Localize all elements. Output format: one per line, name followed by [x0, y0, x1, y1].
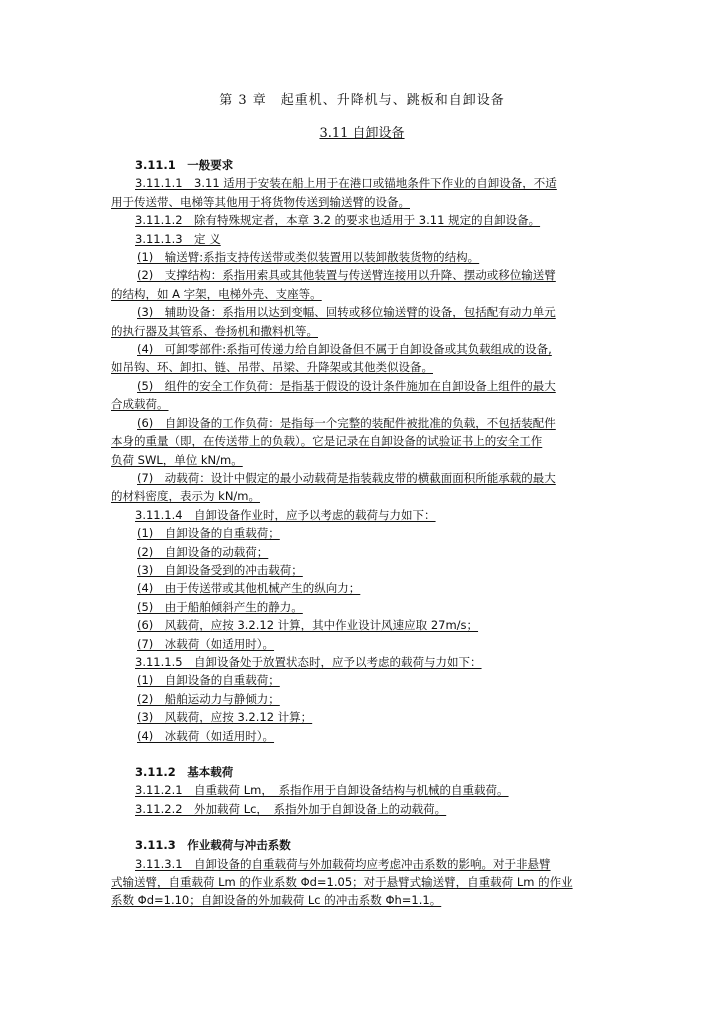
- text-line: [111, 266, 617, 284]
- line-text: (5) 由于船舶倾斜产生的静力。: [137, 599, 303, 614]
- text-line: [111, 395, 617, 413]
- section-title-text: 3.11 自卸设备: [319, 126, 405, 141]
- line-text: (2) 船舶运动力与静倾力；: [137, 691, 280, 706]
- text-line: [111, 230, 617, 248]
- line-text: 3.11.1 一般要求: [135, 158, 234, 172]
- text-line: [111, 579, 617, 597]
- line-text: 3.11.2 基本载荷: [135, 765, 234, 779]
- text-line: [111, 248, 617, 266]
- text-line: [111, 561, 617, 579]
- line-text: 式输送臂，自重载荷 Lm 的作业系数 Φd=1.05；对于悬臂式输送臂，自重载荷 Lm 的作业: [111, 875, 573, 890]
- line-text: 的执行器及其管系、卷扬机和撒料机等。: [111, 323, 318, 338]
- text-line: [111, 543, 617, 561]
- text-line: [111, 487, 617, 505]
- text-line: [111, 506, 617, 524]
- line-text: 3.11.3 作业载荷与冲击系数: [135, 838, 291, 853]
- line-text: (1) 输送臂:系指支持传送带或类似装置用以装卸散装货物的结构。: [137, 250, 480, 265]
- line-text: 如吊钩、环、卸扣、链、吊带、吊梁、升降架或其他类似设备。: [111, 360, 433, 375]
- blank-line: [111, 745, 617, 763]
- line-text: (5) 组件的安全工作负荷：是指基于假设的设计条件施加在自卸设备上组件的最大: [137, 378, 556, 393]
- line-text: 3.11.2.1 自重载荷 Lm， 系指作用于自卸设备结构与机械的自重载荷。: [135, 783, 509, 798]
- text-line: [111, 800, 617, 818]
- line-text: (2) 支撑结构：系指用索具或其他装置与传送臂连接用以升降、摆动或移位输送臂: [137, 268, 556, 283]
- line-text: 负荷 SWL，单位 kN/m。: [111, 452, 243, 467]
- text-line: [111, 690, 617, 708]
- blank-line: [111, 818, 617, 836]
- text-line: [111, 524, 617, 542]
- text-line: [111, 855, 617, 873]
- document-body: [111, 156, 617, 910]
- text-line: [111, 358, 617, 376]
- line-text: (1) 自卸设备的自重载荷；: [137, 526, 280, 541]
- line-text: 系数 Φd=1.10；自卸设备的外加载荷 Lc 的冲击系数 Φh=1.1。: [111, 893, 442, 908]
- text-line: [111, 635, 617, 653]
- line-text: 合成载荷。: [111, 397, 169, 412]
- line-text: 3.11.3.1 自卸设备的自重载荷与外加载荷均应考虑冲击系数的影响。对于非悬臂: [135, 856, 551, 871]
- text-line: [111, 432, 617, 450]
- line-text: 的材料密度，表示为 kN/m。: [111, 489, 260, 504]
- text-line: [111, 303, 617, 321]
- text-line: [111, 322, 617, 340]
- text-line: [111, 193, 617, 211]
- line-text: 3.11.1.2 除有特殊规定者，本章 3.2 的要求也适用于 3.11 规定的自卸设备。: [135, 213, 541, 228]
- line-text: 用于传送带、电梯等其他用于将货物传送到输送臂的设备。: [111, 194, 410, 209]
- line-text: 3.11.2.2 外加载荷 Lc， 系指外加于自卸设备上的动载荷。: [135, 801, 447, 816]
- section-title: [0, 122, 724, 141]
- line-text: 的结构，如 A 字架，电梯外壳、支座等。: [111, 286, 322, 301]
- line-text: 本身的重量（即，在传送带上的负载）。它是记录在自卸设备的试验证书上的安全工作: [111, 434, 543, 449]
- text-line: [111, 836, 617, 854]
- text-line: [111, 377, 617, 395]
- text-line: [111, 414, 617, 432]
- text-line: [111, 156, 617, 174]
- line-text: 3.11.1.3 定 义: [135, 231, 221, 246]
- line-text: (3) 自卸设备受到的冲击载荷；: [137, 562, 303, 577]
- text-line: [111, 727, 617, 745]
- text-line: [111, 653, 617, 671]
- text-line: [111, 451, 617, 469]
- line-text: 3.11.1.1 3.11 适用于安装在船上用于在港口或锚地条件下作业的自卸设备，不适: [135, 176, 557, 191]
- line-text: (6) 自卸设备的工作负荷：是指每一个完整的装配件被批准的负载，不包括装配件: [137, 415, 556, 430]
- line-text: (3) 辅助设备：系指用以达到变幅、回转或移位输送臂的设备，包括配有动力单元: [137, 305, 556, 320]
- line-text: (6) 风载荷，应按 3.2.12 计算，其中作业设计风速应取 27m/s；: [137, 618, 479, 633]
- text-line: [111, 340, 617, 358]
- line-text: (4) 冰载荷（如适用时）。: [137, 728, 275, 743]
- line-text: (4) 由于传送带或其他机械产生的纵向力；: [137, 581, 361, 596]
- text-line: [111, 708, 617, 726]
- line-text: (1) 自卸设备的自重载荷；: [137, 673, 280, 688]
- text-line: [111, 211, 617, 229]
- chapter-title: 第 3 章 起重机、升降机与、跳板和自卸设备: [219, 93, 505, 108]
- text-line: [111, 763, 617, 781]
- line-text: (2) 自卸设备的动载荷；: [137, 544, 269, 559]
- line-text: 3.11.1.4 自卸设备作业时，应予以考虑的载荷与力如下：: [135, 507, 436, 522]
- line-text: (7) 冰载荷（如适用时）。: [137, 636, 275, 651]
- line-text: (3) 风载荷，应按 3.2.12 计算；: [137, 710, 313, 725]
- text-line: [111, 598, 617, 616]
- text-line: [111, 671, 617, 689]
- line-text: (4) 可卸零部件:系指可传递力给自卸设备但不属于自卸设备或其负载组成的设备,: [137, 342, 552, 357]
- text-line: [111, 781, 617, 799]
- line-text: (7) 动载荷：设计中假定的最小动载荷是指装载皮带的横截面面积所能承载的最大: [137, 470, 556, 485]
- line-text: 3.11.1.5 自卸设备处于放置状态时，应予以考虑的载荷与力如下：: [135, 654, 482, 669]
- text-line: [111, 616, 617, 634]
- text-line: [111, 891, 617, 909]
- text-line: [111, 873, 617, 891]
- text-line: [111, 174, 617, 192]
- text-line: [111, 469, 617, 487]
- text-line: [111, 285, 617, 303]
